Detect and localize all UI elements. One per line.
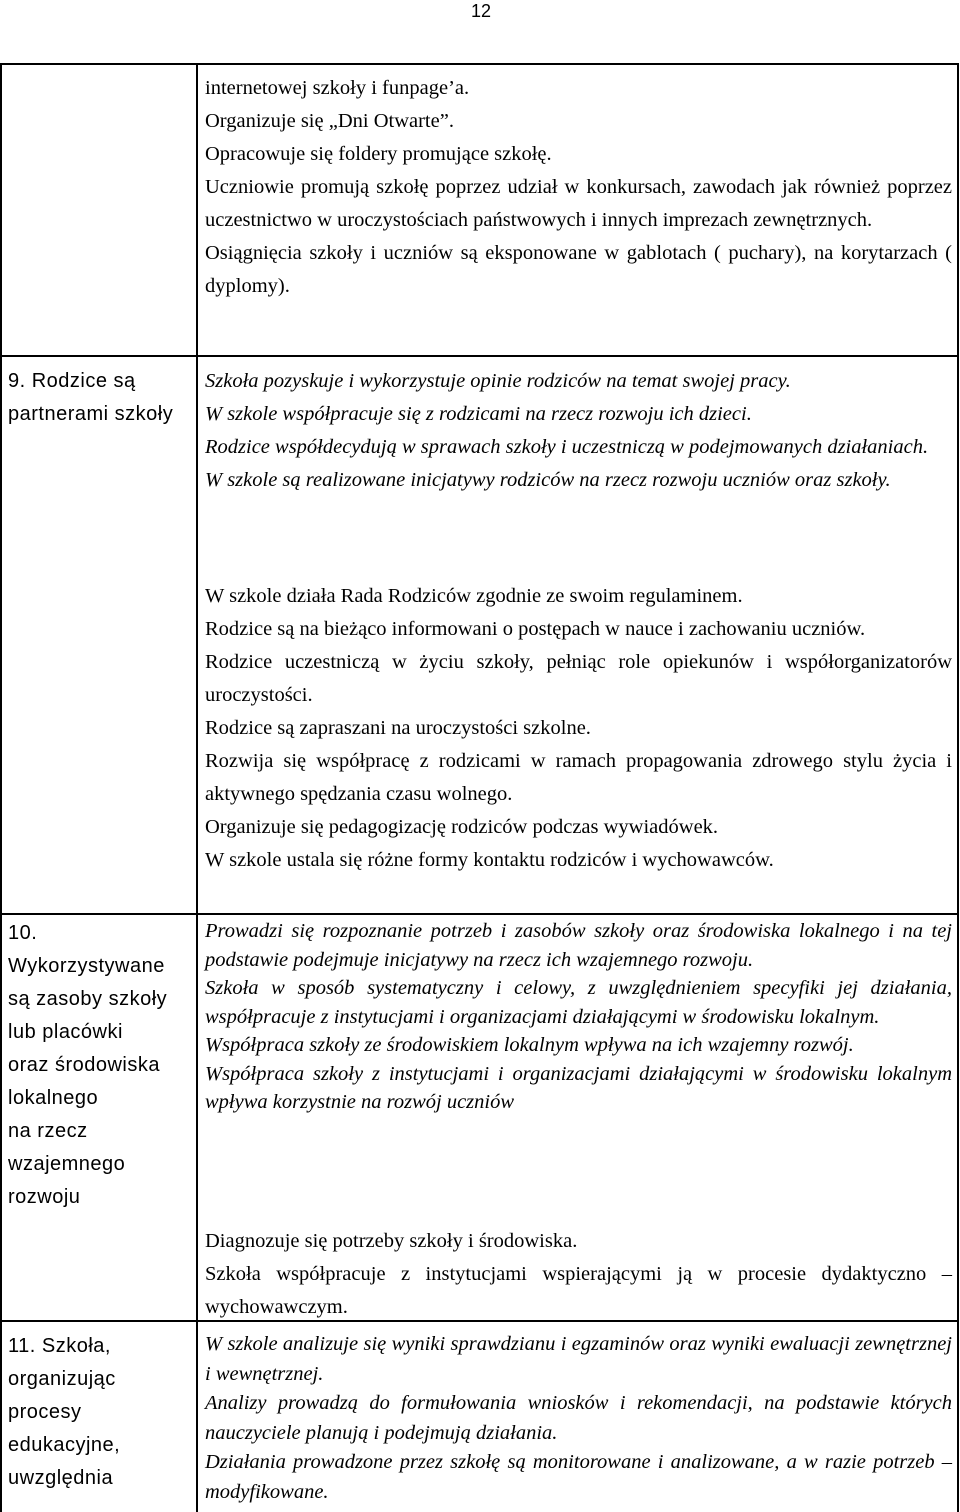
row9-plain-content xyxy=(205,580,952,877)
row10-label-line: lub placówki xyxy=(8,1021,123,1043)
row11-label xyxy=(8,1330,192,1495)
row10-label-line: 10. xyxy=(8,922,38,944)
row9-label xyxy=(8,365,192,431)
row10-label-line: są zasoby szkoły xyxy=(8,988,168,1010)
row10-italic-p3: Współpraca szkoły ze środowiskiem lokalnym wpływa na ich wzajemny rozwój. xyxy=(205,1034,854,1056)
row10-label-line: lokalnego xyxy=(8,1087,99,1109)
row9-plain-p7: W szkole ustala się różne formy kontaktu rodziców i wychowawców. xyxy=(205,849,774,871)
row8-line-5: Osiągnięcia szkoły i uczniów są eksponowane w gablotach ( puchary), na korytarzach ( dyplomy). xyxy=(205,242,952,297)
row8-line-3: Opracowuje się foldery promujące szkołę. xyxy=(205,143,552,165)
row-divider-8-9 xyxy=(0,355,959,357)
row9-plain-p3: Rodzice uczestniczą w życiu szkoły, pełniąc role opiekunów i współorganizatorów uroczystości. xyxy=(205,651,952,706)
row11-italic-content xyxy=(205,1330,952,1507)
row10-label-line: wzajemnego xyxy=(8,1153,126,1175)
row10-label xyxy=(8,917,192,1214)
row9-italic-p2: W szkole współpracuje się z rodzicami na rzecz rozwoju ich dzieci. xyxy=(205,403,752,425)
row10-label-line: Wykorzystywane xyxy=(8,955,165,977)
row10-italic-content xyxy=(205,917,952,1117)
row10-italic-p4: Współpraca szkoły z instytucjami i organizacjami działającymi w środowisku lokalnym wpływa korzystnie na rozwój uczniów xyxy=(205,1062,952,1113)
row8-content xyxy=(205,72,952,303)
row9-plain-p4: Rodzice są zapraszani na uroczystości szkolne. xyxy=(205,717,591,739)
row11-label-line: organizując xyxy=(8,1368,116,1390)
row8-line-2: Organizuje się „Dni Otwarte”. xyxy=(205,110,454,132)
row9-plain-p6: Organizuje się pedagogizację rodziców podczas wywiadówek. xyxy=(205,816,719,838)
row9-plain-p1: W szkole działa Rada Rodziców zgodnie ze swoim regulaminem. xyxy=(205,585,743,607)
row11-italic-p2: Analizy prowadzą do formułowania wniosków i rekomendacji, na podstawie których nauczyciele planują i podejmują działania. xyxy=(205,1392,952,1444)
table-right-border xyxy=(957,63,959,1512)
page-number: 12 xyxy=(470,1,492,21)
row10-label-line: oraz środowiska xyxy=(8,1054,161,1076)
row10-italic-p1: Prowadzi się rozpoznanie potrzeb i zasobów szkoły oraz środowiska lokalnego i na tej podstawie podejmuje inicjatywy na rzecz ich wzajemnego rozwoju. xyxy=(205,920,952,971)
row9-italic-content xyxy=(205,365,952,497)
row11-label-line: uwzględnia xyxy=(8,1467,114,1489)
row9-italic-p4: W szkole są realizowane inicjatywy rodziców na rzecz rozwoju uczniów oraz szkoły. xyxy=(205,469,891,491)
row10-plain-p2: Szkoła współpracuje z instytucjami wspierającymi ją w procesie dydaktyczno – wychowawczym. xyxy=(205,1263,952,1318)
row9-label-text: 9. Rodzice są partnerami szkoły xyxy=(8,370,174,425)
row9-italic-p1: Szkoła pozyskuje i wykorzystuje opinie rodziców na temat swojej pracy. xyxy=(205,370,791,392)
row8-line-4: Uczniowie promują szkołę poprzez udział w konkursach, zawodach jak również poprzez uczestnictwo w uroczystościach państwowych i innych imprezach zewnętrznych. xyxy=(205,176,952,231)
row10-label-line: rozwoju xyxy=(8,1186,81,1208)
row10-plain-p1: Diagnozuje się potrzeby szkoły i środowiska. xyxy=(205,1230,578,1252)
row9-plain-p5: Rozwija się współpracę z rodzicami w ramach propagowania zdrowego stylu życia i aktywnego spędzania czasu wolnego. xyxy=(205,750,952,805)
column-divider xyxy=(196,63,198,1512)
row11-italic-p1: W szkole analizuje się wyniki sprawdzianu i egzaminów oraz wyniki ewaluacji zewnętrznej i wewnętrznej. xyxy=(205,1333,952,1385)
row-divider-9-10 xyxy=(0,913,959,915)
row11-label-line: edukacyjne, xyxy=(8,1434,121,1456)
row11-label-line: procesy xyxy=(8,1401,82,1423)
row11-italic-p3: Działania prowadzone przez szkołę są monitorowane i analizowane, a w razie potrzeb – modyfikowane. xyxy=(205,1451,952,1503)
row10-plain-content xyxy=(205,1225,952,1324)
row9-italic-p3: Rodzice współdecydują w sprawach szkoły i uczestniczą w podejmowanych działaniach. xyxy=(205,436,929,458)
row9-plain-p2: Rodzice są na bieżąco informowani o postępach w nauce i zachowaniu uczniów. xyxy=(205,618,866,640)
row11-label-line: 11. Szkoła, xyxy=(8,1335,111,1357)
row8-line-1: internetowej szkoły i funpage’a. xyxy=(205,77,470,99)
row10-label-line: na rzecz xyxy=(8,1120,88,1142)
row10-italic-p2: Szkoła w sposób systematyczny i celowy, z uwzględnieniem specyfiki jej działania, współpracuje z instytucjami i organizacjami działającymi w środowisku lokalnym. xyxy=(205,977,952,1028)
